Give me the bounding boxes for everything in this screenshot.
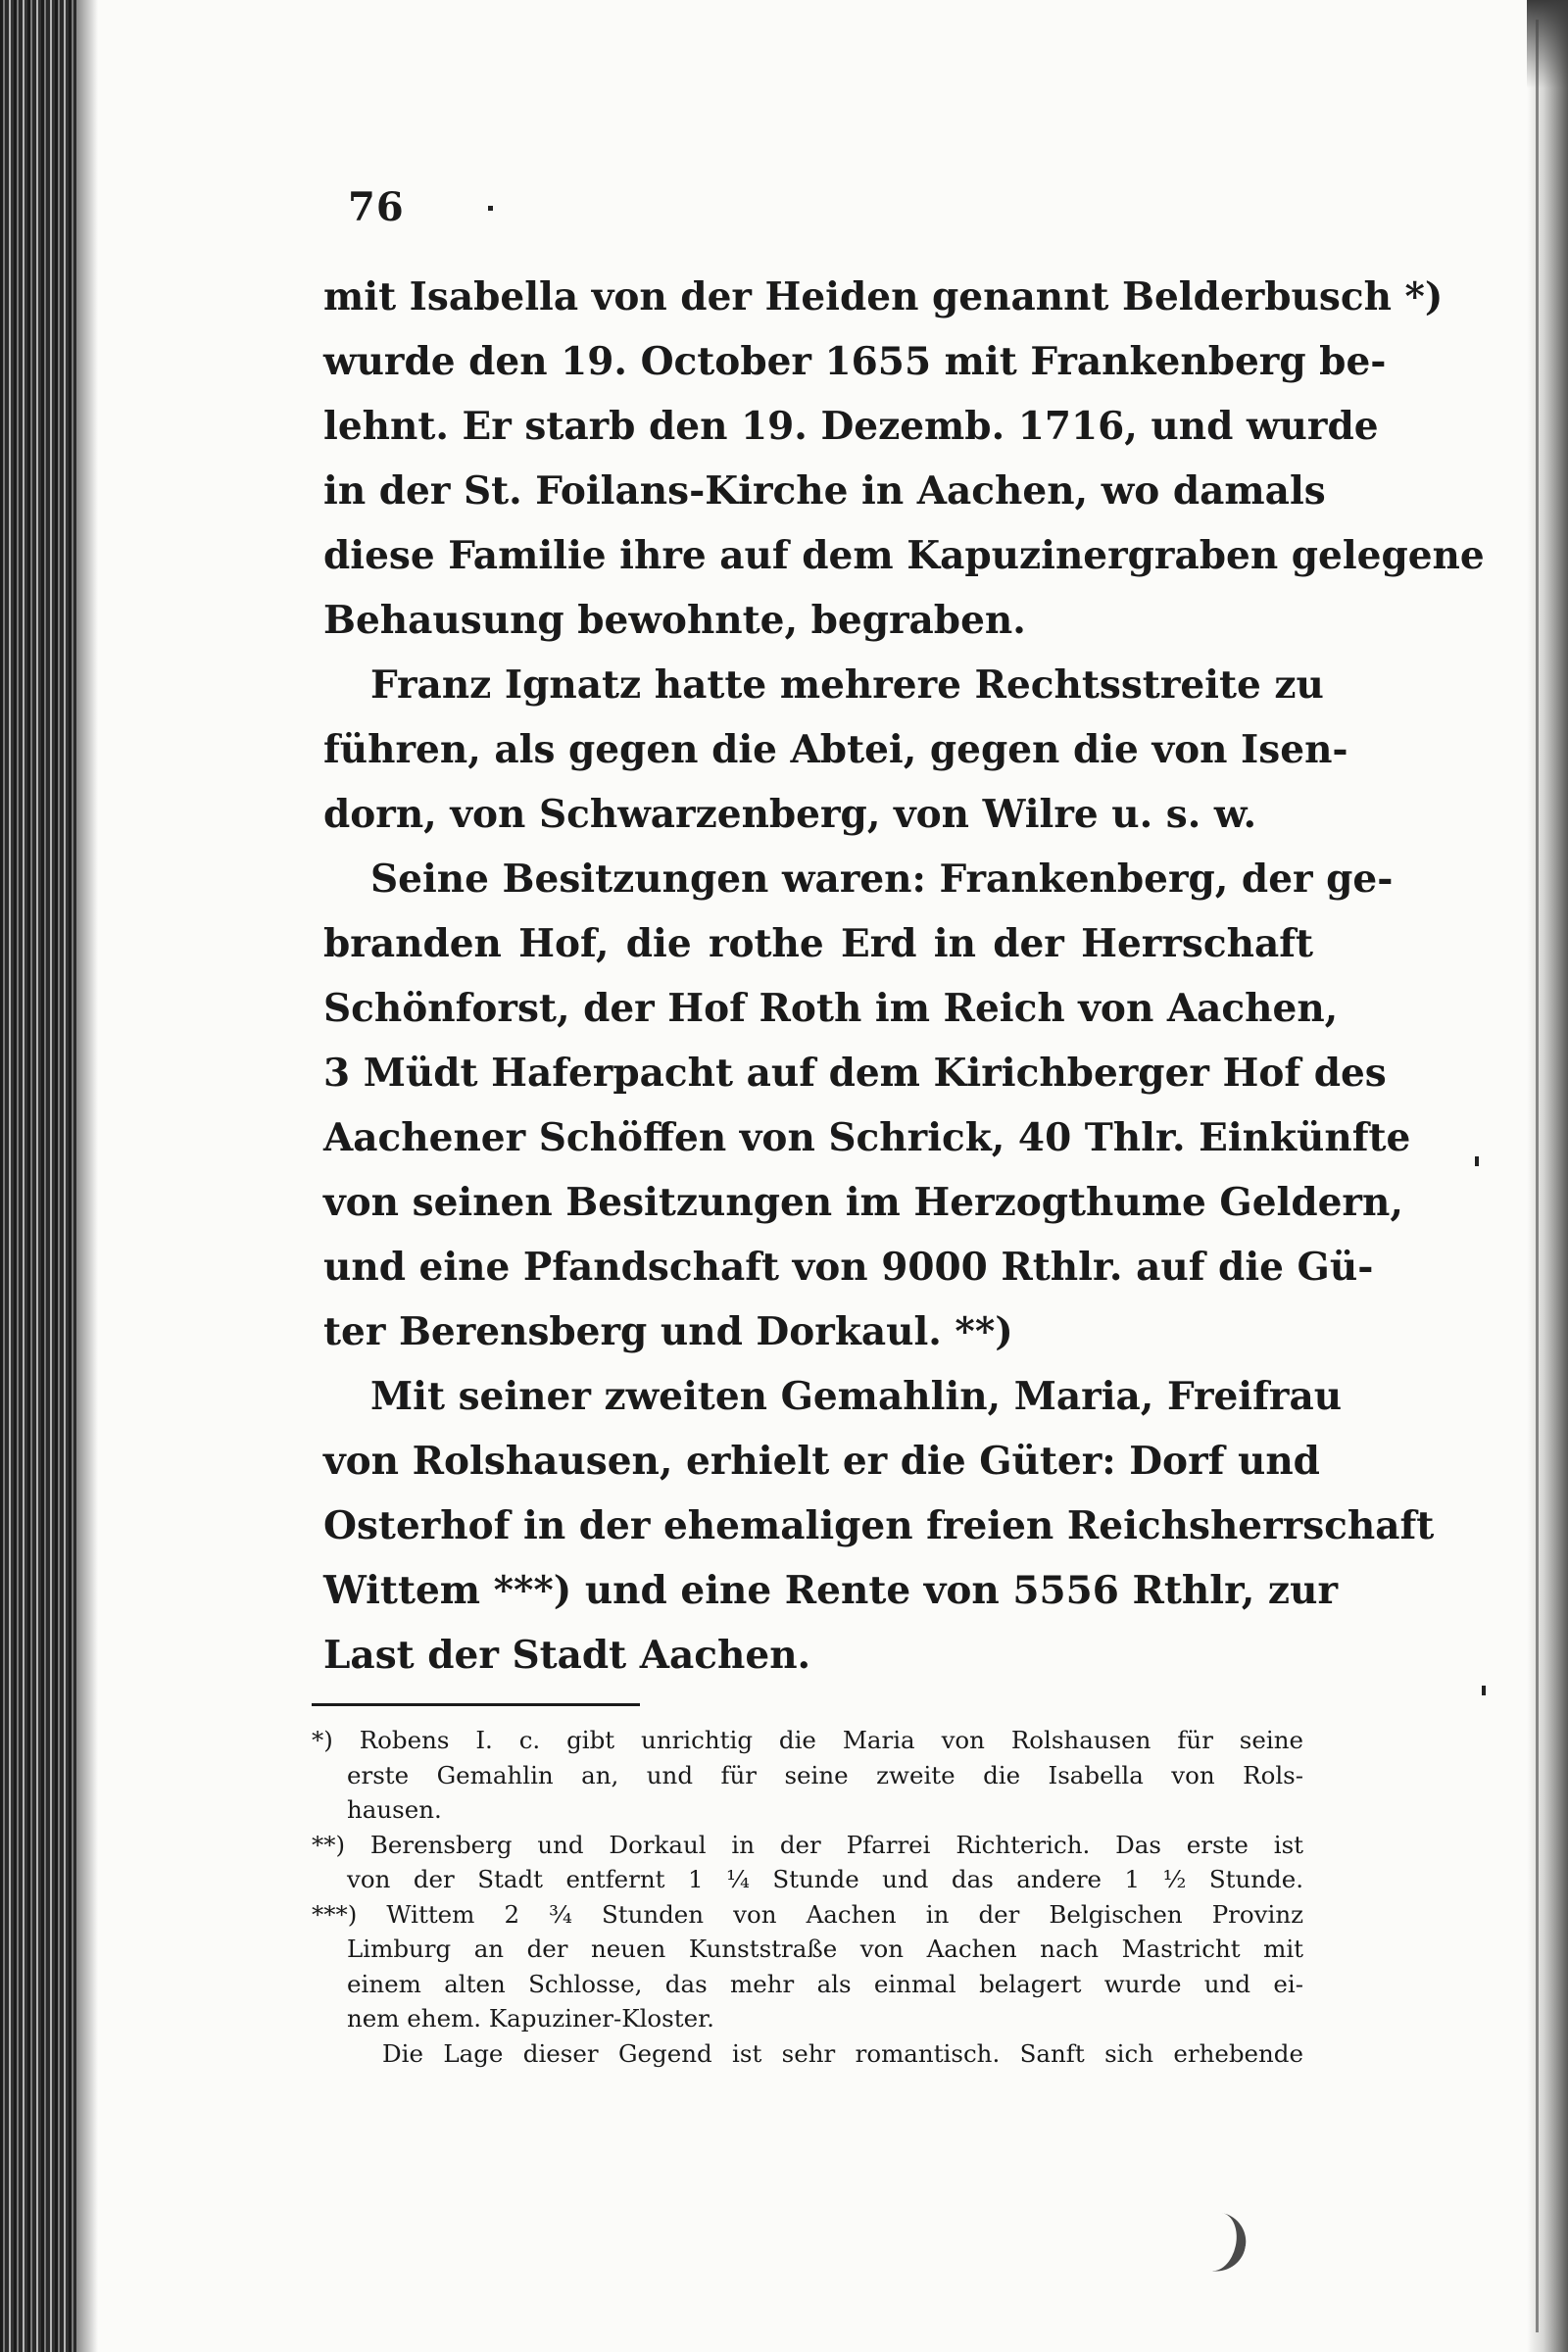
- footnote-line: hausen.: [347, 1795, 442, 1824]
- scan-speck: [1482, 1686, 1486, 1695]
- scan-binding-shadow: [76, 0, 98, 2352]
- footnote-line: von der Stadt entfernt 1 ¼ Stunde und das andere 1 ½ Stunde.: [347, 1865, 1303, 1893]
- footnotes: [312, 1723, 1303, 2071]
- page-number: 76: [348, 184, 405, 230]
- body-line: 3 Müdt Haferpacht auf dem Kirichberger Hof des: [323, 1051, 1387, 1096]
- body-text: [323, 265, 1485, 1688]
- scan-page-edge-top: [1527, 0, 1568, 88]
- scan-speck: [488, 206, 493, 211]
- body-line: Osterhof in der ehemaligen freien Reichsherrschaft: [323, 1503, 1435, 1548]
- footnote-line: Die Lage dieser Gegend ist sehr romantisch. Sanft sich erhebende: [382, 2038, 1303, 2068]
- footnote-separator: [312, 1703, 640, 1706]
- body-line: Mit seiner zweiten Gemahlin, Maria, Freifrau: [370, 1374, 1343, 1419]
- scan-smudge: [1204, 2212, 1251, 2277]
- body-line: und eine Pfandschaft von 9000 Rthlr. auf die Gü-: [323, 1245, 1374, 1290]
- body-line: Seine Besitzungen waren: Frankenberg, der ge-: [370, 857, 1394, 902]
- footnote-line: einem alten Schlosse, das mehr als einmal belagert wurde und ei-: [347, 1969, 1303, 1998]
- body-line: ter Berensberg und Dorkaul. **): [323, 1309, 1013, 1354]
- body-line: dorn, von Schwarzenberg, von Wilre u. s. w.: [323, 792, 1257, 837]
- body-line: lehnt. Er starb den 19. Dezemb. 1716, und wurde: [323, 404, 1379, 449]
- body-line: mit Isabella von der Heiden genannt Belderbusch *): [323, 274, 1444, 319]
- footnote-line: **) Berensberg und Dorkaul in der Pfarrei Richterich. Das erste ist: [312, 1830, 1303, 1859]
- body-line: führen, als gegen die Abtei, gegen die von Isen-: [323, 727, 1348, 772]
- body-line: Schönforst, der Hof Roth im Reich von Aachen,: [323, 986, 1339, 1031]
- footnote-line: erste Gemahlin an, und für seine zweite die Isabella von Rols-: [347, 1760, 1303, 1789]
- scan-page-edge-line: [1536, 20, 1539, 2332]
- body-line: von seinen Besitzungen im Herzogthume Geldern,: [323, 1180, 1403, 1225]
- body-line: Aachener Schöffen von Schrick, 40 Thlr. Einkünfte: [323, 1115, 1411, 1160]
- body-line: Behausung bewohnte, begraben.: [323, 598, 1026, 643]
- body-line: Franz Ignatz hatte mehrere Rechtsstreite zu: [370, 662, 1324, 708]
- footnote-line: Limburg an der neuen Kunststraße von Aachen nach Mastricht mit: [347, 1935, 1303, 1963]
- footnote-line: ***) Wittem 2 ¾ Stunden von Aachen in der Belgischen Provinz: [312, 1899, 1303, 1929]
- body-line: branden Hof, die rothe Erd in der Herrschaft: [323, 921, 1313, 966]
- body-line: Wittem ***) und eine Rente von 5556 Rthlr, zur: [323, 1568, 1338, 1613]
- body-line: Last der Stadt Aachen.: [323, 1633, 811, 1678]
- body-line: in der St. Foilans-Kirche in Aachen, wo damals: [323, 468, 1326, 514]
- footnote-line: *) Robens I. c. gibt unrichtig die Maria von Rolshausen für seine: [312, 1726, 1303, 1754]
- body-line: von Rolshausen, erhielt er die Güter: Dorf und: [323, 1439, 1320, 1484]
- scan-speck: [1475, 1156, 1479, 1166]
- body-line: wurde den 19. October 1655 mit Frankenberg be-: [323, 339, 1387, 384]
- scan-binding-edge: [0, 0, 76, 2352]
- scan-page-edge: [1527, 0, 1568, 2352]
- footnote-line: nem ehem. Kapuziner-Kloster.: [347, 2004, 714, 2033]
- body-line: diese Familie ihre auf dem Kapuzinergraben gelegene: [323, 533, 1485, 578]
